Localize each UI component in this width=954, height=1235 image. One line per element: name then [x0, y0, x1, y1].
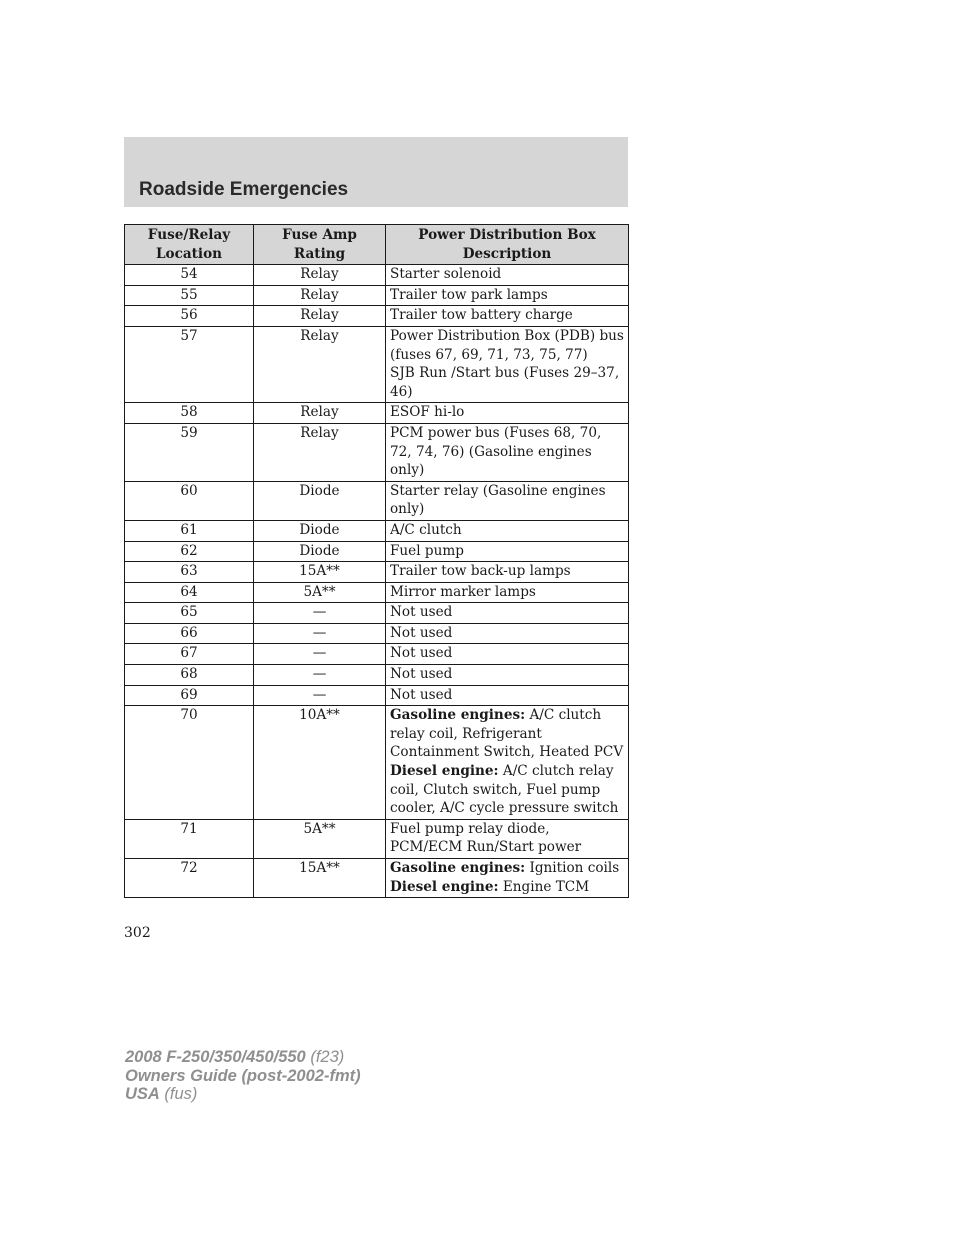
fuse-location-cell: 71 [125, 819, 254, 858]
fuse-description-cell [386, 306, 629, 327]
description-text: A/C clutch relay coil, Refrigerant Containment Switch, Heated PCV [390, 707, 624, 761]
description-text: Ignition coils [525, 860, 620, 876]
fuse-location-cell: 65 [125, 603, 254, 624]
description-text: Mirror marker lamps [390, 583, 536, 600]
description-line [390, 624, 624, 643]
fuse-rating-cell: Relay [254, 326, 386, 402]
fuse-location-cell: 56 [125, 306, 254, 327]
fuse-location-cell: 63 [125, 562, 254, 583]
table-row [125, 665, 629, 686]
description-text: Engine TCM [498, 878, 590, 895]
description-text: Not used [390, 686, 453, 703]
description-line [390, 306, 624, 325]
description-line [390, 562, 624, 581]
fuse-rating-cell: 15A** [254, 859, 386, 898]
table-row [125, 285, 629, 306]
fuse-location-cell: 68 [125, 665, 254, 686]
description-text: Starter solenoid [390, 266, 502, 283]
fuse-table [124, 224, 629, 898]
description-line [390, 706, 624, 762]
fuse-description-cell [386, 562, 629, 583]
table-row [125, 265, 629, 286]
table-row [125, 644, 629, 665]
table-row [125, 403, 629, 424]
fuse-rating-cell: Relay [254, 265, 386, 286]
document-footer [125, 1048, 361, 1104]
fuse-rating-cell: Relay [254, 306, 386, 327]
table-row [125, 603, 629, 624]
fuse-location-cell: 54 [125, 265, 254, 286]
fuse-description-cell [386, 685, 629, 706]
fuse-description-cell [386, 706, 629, 820]
fuse-rating-cell: Relay [254, 423, 386, 481]
description-text: SJB Run /Start bus (Fuses 29–37, 46) [390, 365, 620, 400]
table-row [125, 859, 629, 898]
fuse-rating-cell: 5A** [254, 582, 386, 603]
header-description: Power Distribution Box Description [386, 225, 629, 265]
fuse-location-cell: 61 [125, 520, 254, 541]
fuse-location-cell: 59 [125, 423, 254, 481]
page-number: 302 [124, 925, 151, 941]
fuse-rating-cell: — [254, 665, 386, 686]
footer-line-2: Owners Guide (post-2002-fmt) [125, 1066, 361, 1085]
fuse-location-cell: 60 [125, 481, 254, 520]
table-row [125, 481, 629, 520]
section-header [124, 137, 628, 207]
fuse-location-cell: 55 [125, 285, 254, 306]
table-row [125, 306, 629, 327]
table-row [125, 623, 629, 644]
footer-line-3: USA (fus) [125, 1085, 198, 1103]
description-text: Not used [390, 624, 453, 641]
fuse-description-cell [386, 285, 629, 306]
description-line [390, 403, 624, 422]
fuse-location-cell: 57 [125, 326, 254, 402]
description-line [390, 686, 624, 705]
table-row [125, 520, 629, 541]
description-line [390, 286, 624, 305]
fuse-description-cell [386, 423, 629, 481]
description-line [390, 820, 624, 857]
description-text: Power Distribution Box (PDB) bus (fuses 67, 69, 71, 73, 75, 77) [390, 327, 624, 363]
fuse-location-cell: 66 [125, 623, 254, 644]
engine-type-label: Diesel engine: [390, 763, 499, 780]
fuse-location-cell: 70 [125, 706, 254, 820]
footer-line-1: 2008 F-250/350/450/550 (f23) [125, 1048, 345, 1066]
fuse-description-cell [386, 541, 629, 562]
description-line [390, 762, 624, 818]
description-line [390, 665, 624, 684]
engine-type-label: Diesel engine: [390, 878, 499, 895]
fuse-location-cell: 67 [125, 644, 254, 665]
fuse-description-cell [386, 623, 629, 644]
table-row [125, 326, 629, 402]
fuse-description-cell [386, 265, 629, 286]
fuse-rating-cell: — [254, 603, 386, 624]
header-rating: Fuse Amp Rating [254, 225, 386, 265]
fuse-description-cell [386, 582, 629, 603]
table-row [125, 562, 629, 583]
description-text: Fuel pump relay diode, PCM/ECM Run/Start power [390, 820, 582, 856]
table-header-row [125, 225, 629, 265]
fuse-description-cell [386, 403, 629, 424]
description-line [390, 364, 624, 401]
description-text: Trailer tow battery charge [390, 307, 573, 324]
description-line [390, 424, 624, 480]
description-text: Not used [390, 604, 453, 621]
fuse-rating-cell: Diode [254, 541, 386, 562]
fuse-rating-cell: Diode [254, 481, 386, 520]
description-text: A/C clutch [390, 521, 462, 538]
fuse-rating-cell: Relay [254, 285, 386, 306]
fuse-location-cell: 64 [125, 582, 254, 603]
description-line [390, 644, 624, 663]
fuse-description-cell [386, 859, 629, 898]
description-line [390, 603, 624, 622]
description-line [390, 265, 624, 284]
description-text: Fuel pump [390, 542, 464, 559]
description-text: Trailer tow park lamps [390, 286, 548, 303]
description-text: Not used [390, 666, 453, 683]
fuse-rating-cell: — [254, 685, 386, 706]
fuse-description-cell [386, 819, 629, 858]
description-text: ESOF hi-lo [390, 404, 465, 421]
description-text: A/C clutch relay coil, Clutch switch, Fuel pump cooler, A/C cycle pressure switch [390, 763, 619, 817]
description-line [390, 482, 624, 519]
table-row [125, 541, 629, 562]
table-row [125, 423, 629, 481]
fuse-location-cell: 69 [125, 685, 254, 706]
fuse-location-cell: 72 [125, 859, 254, 898]
table-row [125, 819, 629, 858]
fuse-description-cell [386, 326, 629, 402]
fuse-description-cell [386, 481, 629, 520]
description-line [390, 859, 624, 878]
description-text: Trailer tow back-up lamps [390, 563, 571, 580]
fuse-rating-cell: 10A** [254, 706, 386, 820]
description-text: Starter relay (Gasoline engines only) [390, 482, 606, 518]
table-row [125, 582, 629, 603]
description-line [390, 542, 624, 561]
fuse-rating-cell: Relay [254, 403, 386, 424]
section-title: Roadside Emergencies [139, 179, 349, 200]
engine-type-label: Gasoline engines: [390, 860, 526, 876]
fuse-location-cell: 58 [125, 403, 254, 424]
fuse-rating-cell: 5A** [254, 819, 386, 858]
table-row [125, 706, 629, 820]
description-line [390, 878, 624, 897]
fuse-description-cell [386, 603, 629, 624]
description-line [390, 327, 624, 364]
description-line [390, 583, 624, 602]
table-row [125, 685, 629, 706]
description-text: Not used [390, 645, 453, 662]
header-location: Fuse/Relay Location [125, 225, 254, 265]
fuse-description-cell [386, 520, 629, 541]
description-line [390, 521, 624, 540]
fuse-rating-cell: 15A** [254, 562, 386, 583]
fuse-description-cell [386, 665, 629, 686]
fuse-rating-cell: Diode [254, 520, 386, 541]
fuse-rating-cell: — [254, 623, 386, 644]
fuse-rating-cell: — [254, 644, 386, 665]
fuse-location-cell: 62 [125, 541, 254, 562]
description-text: PCM power bus (Fuses 68, 70, 72, 74, 76) (Gasoline engines only) [390, 424, 602, 479]
table-body [125, 265, 629, 898]
engine-type-label: Gasoline engines: [390, 707, 526, 724]
fuse-description-cell [386, 644, 629, 665]
